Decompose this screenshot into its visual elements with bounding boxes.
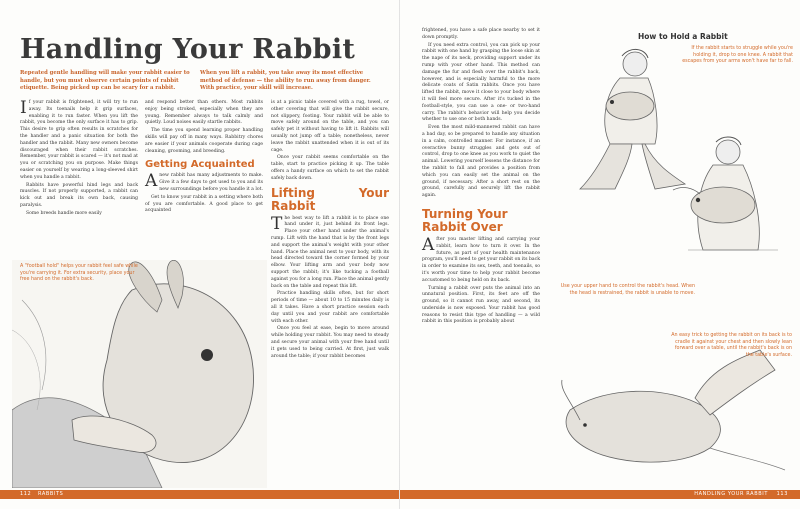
section-heading-getting-acquainted: Getting Acquainted	[145, 159, 255, 171]
football-hold-illustration	[12, 260, 267, 488]
paragraph: Once your rabbit seems comfortable on the table, start to practice picking it up. The table offers a handy surface on which to set the rabbit safely back down.	[271, 155, 389, 181]
right-page	[400, 0, 800, 509]
paragraph: and respond better than others. Most rabbits enjoy being stroked, especially when they are young. Remember always to talk calmly and quietly. Loud noises easily startle rabbits.	[145, 100, 263, 126]
paragraph: Practice handling skills often, but for short periods of time — about 10 to 15 minutes daily is all it takes. Have a short practice session each day until you and your rabbit are comfortable with each other.	[271, 291, 389, 324]
head-control-illustration	[628, 130, 793, 280]
footer-right	[400, 490, 800, 499]
column-1	[20, 100, 138, 219]
paragraph: frightened, you have a safe place nearby to set it down promptly.	[422, 28, 540, 40]
paragraph: Turning a rabbit over puts the animal into an unnatural position. First, its feet are off the ground, so it cannot run away, and second, its underside is now exposed. Your rabbit has good reasons to resist this type of handling — a wild rabbit in this position is probably about	[422, 285, 540, 325]
caption-football-hold: A "football hold" helps your rabbit feel safe while you're carrying it. For extra security, place your free hand on the rabbit's back.	[20, 264, 138, 283]
footer-section-label: RABBITS	[38, 491, 64, 497]
column-3	[271, 100, 389, 361]
drop-cap: A	[422, 234, 435, 255]
caption-struggle: If the rabbit starts to struggle while you're holding it, drop to one knee. A rabbit that escapes from your arms won't have far to fall.	[682, 46, 793, 65]
paragraph: Once you feel at ease, begin to move around while holding your rabbit. You may need to steady and secure your animal with your free hand until it gets used to being carried. At first, just walk around the table; if your rabbit becomes	[271, 326, 389, 359]
drop-cap: T	[271, 213, 283, 234]
paragraph: is at a picnic table covered with a rug, towel, or other covering that will give the rabbit secure, not slippery, footing. Your rabbit will be able to move safely around on the table, and you can safely pet it without having to lift it. Rabbits will usually not jump off a table; nonetheless, never leave the rabbit unattended when it is out of its cage.	[271, 100, 389, 153]
column-2	[145, 100, 263, 216]
intro-text-2: When you lift a rabbit, you take away its most effective method of defense — the ability to run away from danger. With practice, your skill will increase.	[200, 70, 371, 92]
caption-cradle: An easy trick to getting the rabbit on its back is to cradle it against your chest and then slowly lean forward over a table, until the rabbit's back is on the table's surface.	[671, 333, 792, 358]
page-number-left: 112	[20, 491, 32, 497]
drop-cap: I	[20, 98, 27, 118]
paragraph: If your rabbit is frightened, it will try to run away. Its toenails help it grip surfaces, enabling it to run faster. When you lift the rabbit, you become the only surface it has to grip. This desire to grip often results in scratches for the handler and a panic situation for both the handler and the rabbit. Many new owners become discouraged when their rabbit scratches. Remember, your rabbit is scared — it's not mad at you or scratching you on purpose. Make things easier on yourself by wearing a long-sleeved shirt when you handle a rabbit.	[20, 98, 138, 180]
section-heading-turning-your-rabbit-over: Turning Your Rabbit Over	[422, 206, 508, 234]
page-number-right: 113	[776, 491, 788, 497]
paragraph: If you need extra control, you can pick up your rabbit with one hand by grasping the loose skin at the nape of its neck, providing support under its rump with your other hand. This method can damage the fur and flesh over the rabbit's back, however, and is especially harmful to the more delicate coats of Satin rabbits. Once you have lifted the rabbit, move it close to your body where it will feel more secure. After it's tucked in the football-style, you can use a one- or two-hand carry. The rabbit's behavior will help you decide whether to use one or both hands.	[422, 42, 540, 123]
paragraph: The time you spend learning proper handling skills will pay off in many ways. Rabbitry chores are easier if your animals cooperate during cage cleaning, grooming, and breeding.	[145, 128, 263, 154]
paragraph: After you master lifting and carrying your rabbit, learn how to turn it over. In the future, as part of your health maintenance program, you'll need to get your rabbit on its back in order to examine its sex, teeth, and toenails, so it's worth your time to help your rabbit become accustomed to being held on its back.	[422, 234, 540, 283]
paragraph: A new rabbit has many adjustments to make. Give it a few days to get used to you and its new surroundings before you handle it a lot.	[145, 171, 263, 192]
paragraph: Even the most mild-mannered rabbit can have a bad day, so be prepared to handle any situation in a calm, controlled manner. For instance, if an overactive bunny struggles and gets out of control, drop to one knee as you work to quiet the animal. Lowering yourself lessens the distance for the rabbit to fall and provides a position from which you can easily set the animal on the ground, if necessary. After a short rest on the ground, carefully and securely lift the rabbit again.	[422, 125, 540, 199]
paragraph: Some breeds handle more easily	[26, 210, 102, 216]
intro-text-1: Repeated gentle handling will make your rabbit easier to handle, but you must observe certain points of rabbit etiquette. Being picked up can be scary for a rabbit.	[20, 70, 190, 92]
column-4	[422, 28, 540, 327]
section-heading-lifting-your-rabbit: Lifting Your Rabbit	[271, 185, 389, 213]
footer-chapter-label: HANDLING YOUR RABBIT	[694, 491, 768, 497]
illustration-section-title: How to Hold a Rabbit	[638, 32, 728, 41]
drop-cap: A	[145, 171, 158, 192]
paragraph: Get to know your rabbit in a setting where both of you are comfortable. A good place to get acquainted	[145, 194, 263, 214]
page-title: Handling Your Rabbit	[20, 34, 356, 65]
footer-left	[0, 490, 400, 499]
paragraph: The best way to lift a rabbit is to place one hand under it, just behind its front legs. Place your other hand under the animal's rump. Lift with the hand that is by the front legs and support the animal's weight with your other hand. Place the animal next to your body, with its head directed toward the corner formed by your elbow. Your lifting arm and your body now support the rabbit; it's like tucking a football against you for a long run. Place the animal gently back on the table and repeat this lift.	[271, 213, 389, 289]
caption-head-control: Use your upper hand to control the rabbit's head. When the head is restrained, the rabbit is unable to move.	[560, 284, 695, 296]
paragraph: Rabbits have powerful hind legs and back muscles. If not properly supported, a rabbit can kick out and break its own back, causing paralysis.	[20, 182, 138, 208]
